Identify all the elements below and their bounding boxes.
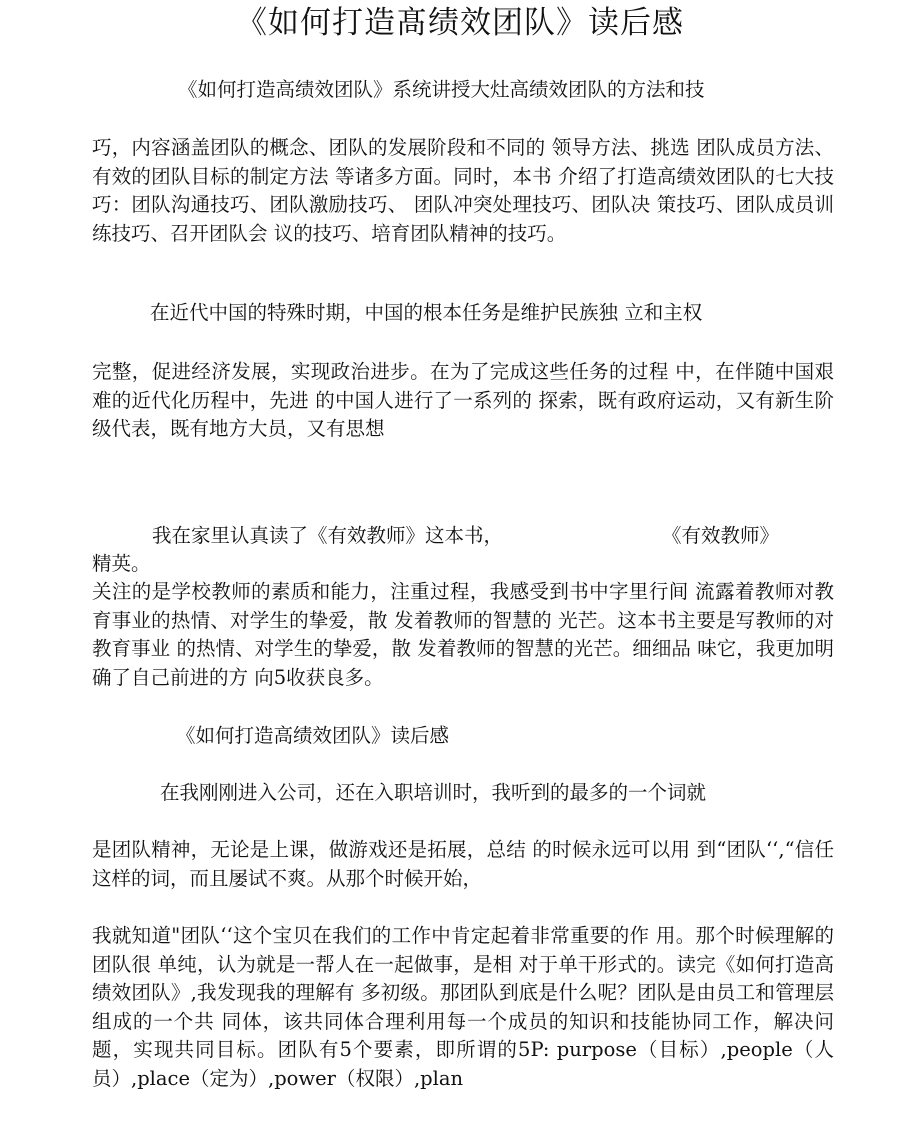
paragraph-1-body: 巧，内容涵盖团队的概念、团队的发展阶段和不同的 领导方法、挑选 团队成员方法、有效的团队目标的制定方法 等诸多方面。同时，本书 介绍了打造高绩效团队的七大技巧：团队沟通技巧、团队激励技巧、 团队冲突处理技巧、团队决 策技巧、团队成员训练技巧、召开团队会 议的技巧、培育团队精神的技巧。: [92, 136, 834, 245]
paragraph-4-body: 是团队精神，无论是上课，做游戏还是拓展，总结 的时候永远可以用 到“团队‘‘,“信任这样的词，而且屡试不爽。从那个时候开始，: [92, 838, 834, 890]
paragraph-3-lead-right: 《有效教师》: [662, 524, 780, 547]
section-subtitle: 《如何打造高绩效团队》读后感: [176, 724, 450, 747]
paragraph-2-body: 完整，促进经济发展，实现政治进步。在为了完成这些任务的过程 中，在伴随中国艰难的近代化历程中，先进 的中国人进行了一系列的 探索，既有政府运动，又有新生阶级代表，既有地方大员，又有思想: [92, 360, 834, 440]
document-title: 《如何打造髙绩效团队》读后感: [236, 5, 684, 41]
paragraph-3-lead-left: 我在家里认真读了《有效教师》这本书，: [152, 524, 504, 547]
paragraph-2-lead: 在近代中国的特殊时期，中国的根本任务是维护民族独 立和主权: [150, 301, 703, 324]
paragraph-1-lead: 《如何打造高绩效团队》系统讲授大灶高绩效团队的方法和技: [178, 78, 705, 101]
paragraph-4-lead: 在我刚刚进入公司，还在入职培训时，我听到的最多的一个词就: [160, 781, 707, 804]
paragraph-5-body: 我就知道"团队‘‘这个宝贝在我们的工作中肯定起着非常重要的作 用。那个时候理解的团队很 单纯，认为就是一帮人在一起做事，是相 对于单干形式的。读完《如何打造高绩效团队》,我发现我的理解有 多初级。那团队到底是什么呢？团队是由员工和管理层组成的一个共 同体，该共同体合理利用每一个成员的知识和技能协同工作，解决问 题，实现共同目标。团队有5个要素，即所谓的5P: purpose（目标）,people（人员）,place（定为）,power（权限）,plan: [92, 924, 834, 1090]
paragraph-3-elite: 精英。: [92, 552, 151, 575]
paragraph-3-body: 关注的是学校教师的素质和能力，注重过程，我感受到书中字里行间 流露着教师对教育事业的热情、对学生的挚爱，散 发着教师的智慧的 光芒。这本书主要是写教师的对教育事业 的热情、对学生的挚爱，散 发着教师的智慧的光芒。细细品 味它，我更加明确了自己前进的方 向5收获良多。: [92, 580, 834, 689]
